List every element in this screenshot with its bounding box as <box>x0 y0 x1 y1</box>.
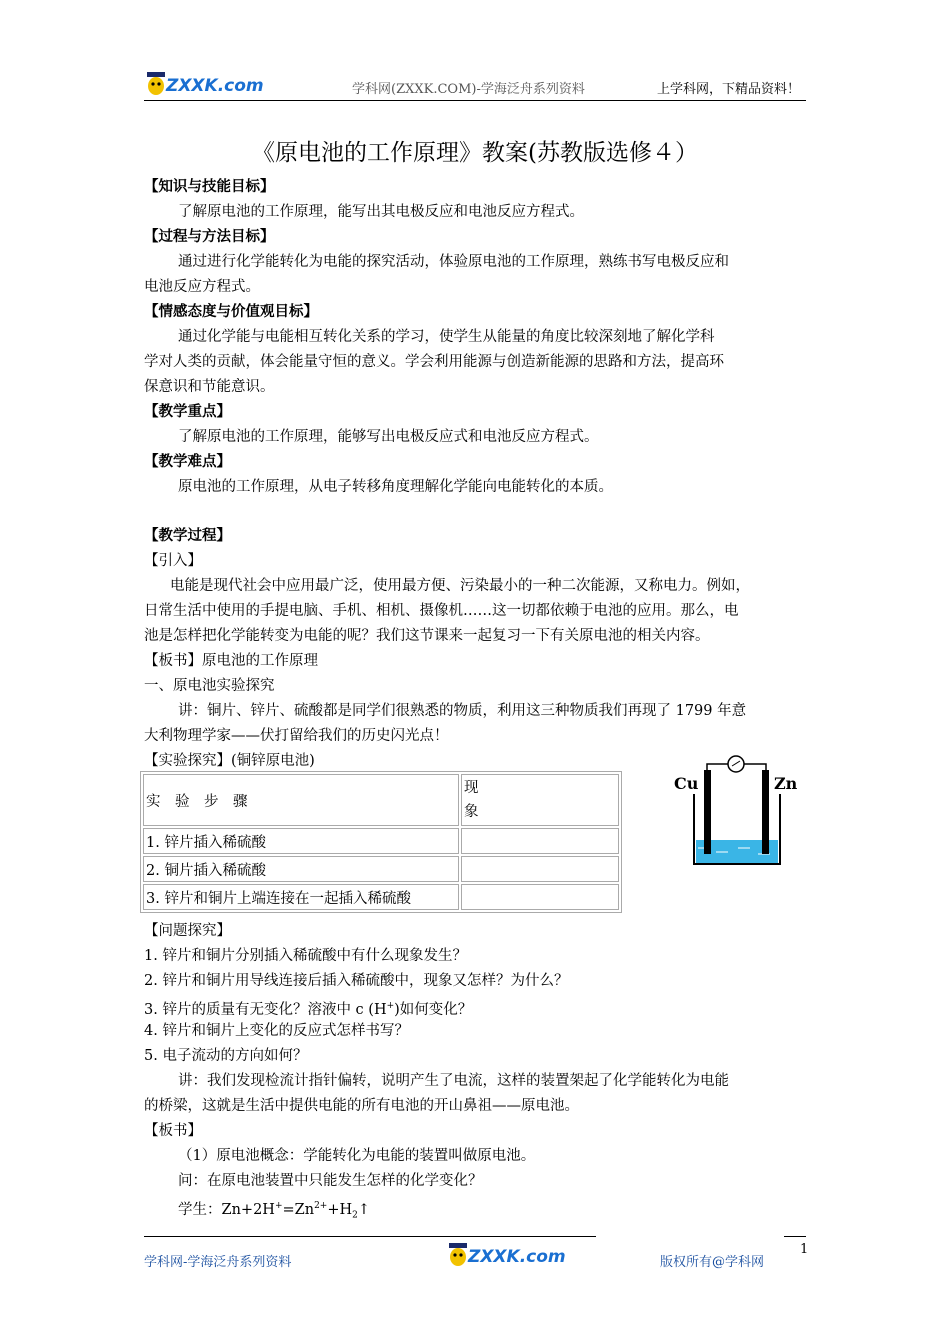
process-body-1: 通过进行化学能转化为电能的探究活动，体验原电池的工作原理，熟练书写电极反应和 <box>178 254 729 270</box>
talk-1-line-1: 讲：铜片、锌片、硫酸都是同学们很熟悉的物质，利用这三种物质我们再现了 1799 年意 <box>178 703 747 719</box>
equation-sup: 2+ <box>314 1201 328 1211</box>
knowledge-heading: 【知识与技能目标】 <box>144 178 275 195</box>
knowledge-body: 了解原电池的工作原理，能写出其电极反应和电池反应方程式。 <box>178 204 584 220</box>
table-cell-phenomenon <box>461 884 619 910</box>
student-equation <box>178 1196 370 1226</box>
question-3-pre: 3. 锌片的质量有无变化？溶液中 c (H <box>144 1001 387 1018</box>
question-3-sup: + <box>386 1001 395 1011</box>
intro-line-3: 池是怎样把化学能转变为电能的呢？我们这节课来一起复习一下有关原电池的相关内容。 <box>144 628 710 644</box>
difficulty-heading: 【教学难点】 <box>144 453 231 470</box>
table-cell-phenomenon <box>461 828 619 854</box>
table-cell-phenomenon <box>461 856 619 882</box>
question-3 <box>144 996 472 1020</box>
table-row <box>143 828 619 854</box>
gas-arrow: ↑ <box>357 1201 371 1218</box>
process-heading: 【过程与方法目标】 <box>144 228 275 245</box>
equation-part: +H <box>327 1201 353 1218</box>
page-number: 1 <box>800 1242 809 1257</box>
question-4: 4. 锌片和铜片上变化的反应式怎样书写？ <box>144 1023 409 1039</box>
focus-body: 了解原电池的工作原理，能够写出电极反应式和电池反应方程式。 <box>178 429 599 445</box>
focus-heading: 【教学重点】 <box>144 403 231 420</box>
footer-rule-right <box>784 1236 806 1237</box>
galvanic-cell-diagram <box>670 752 810 872</box>
equation-part: 学生：Zn+2H <box>178 1201 275 1218</box>
intro-line-2: 日常生活中使用的手提电脑、手机、相机、摄像机……这一切都依赖于电池的应用。那么，电 <box>144 603 739 619</box>
footer-left: 学科网-学海泛舟系列资料 <box>144 1255 292 1270</box>
table-header-phenomenon-text: 现象 <box>464 780 479 820</box>
table-row <box>143 856 619 882</box>
talk-2-line-2: 的桥梁，这就是生活中提供电能的所有电池的开山鼻祖——原电池。 <box>144 1098 579 1114</box>
footer-logo-text: ZXXK.com <box>468 1247 566 1267</box>
question-heading: 【问题探究】 <box>144 923 231 939</box>
question-1: 1. 锌片和铜片分别插入稀硫酸中有什么现象发生？ <box>144 948 467 964</box>
emotion-body-1: 通过化学能与电能相互转化关系的学习，使学生从能量的角度比较深刻地了解化学科 <box>178 329 715 345</box>
header-logo <box>142 66 264 100</box>
emotion-body-3: 保意识和节能意识。 <box>144 379 275 395</box>
table-cell-step: 2. 铜片插入稀硫酸 <box>143 856 459 882</box>
table-cell-step: 1. 锌片插入稀硫酸 <box>143 828 459 854</box>
footer-rule-left <box>144 1236 596 1237</box>
teaching-process-heading: 【教学过程】 <box>144 527 231 544</box>
intro-line-1: 电能是现代社会中应用最广泛，使用最方便、污染最小的一种二次能源，又称电力。例如， <box>170 578 750 594</box>
cu-label: Cu <box>674 774 699 793</box>
emotion-heading: 【情感态度与价值观目标】 <box>144 303 318 320</box>
question-2: 2. 锌片和铜片用导线连接后插入稀硫酸中，现象又怎样？为什么？ <box>144 973 569 989</box>
table-cell-step: 3. 锌片和铜片上端连接在一起插入稀硫酸 <box>143 884 459 910</box>
galvanic-cell-icon <box>670 752 810 872</box>
equation-part: =Zn <box>282 1201 315 1218</box>
process-body-2: 电池反应方程式。 <box>144 279 260 295</box>
footer-right: 版权所有@学科网 <box>660 1255 765 1270</box>
emotion-body-2: 学对人类的贡献，体会能量守恒的意义。学会利用能源与创造新能源的思路和方法，提高环 <box>144 354 724 370</box>
zn-label: Zn <box>774 774 798 793</box>
intro-heading: 【引入】 <box>144 553 202 569</box>
experiment-heading: 【实验探究】(铜锌原电池) <box>144 753 315 769</box>
page-title: 《原电池的工作原理》教案(苏教版选修４） <box>252 140 698 166</box>
experiment-table <box>140 771 622 913</box>
talk-1-line-2: 大利物理学家——伏打留给我们的历史闪光点！ <box>144 728 449 744</box>
table-header-step: 实 验 步 骤 <box>143 774 459 826</box>
footer-logo <box>444 1240 566 1270</box>
subheading-1: 一、原电池实验探究 <box>144 678 275 694</box>
header-center: 学科网(ZXXK.COM)-学海泛舟系列资料 <box>352 82 585 97</box>
equation-sub: 2 <box>352 1210 358 1221</box>
ask-line: 问：在原电池装置中只能发生怎样的化学变化？ <box>178 1173 483 1189</box>
question-5: 5. 电子流动的方向如何？ <box>144 1048 308 1064</box>
table-row <box>143 884 619 910</box>
table-header-row <box>143 774 619 826</box>
question-3-post: )如何变化？ <box>394 1001 473 1018</box>
header-logo-text: ZXXK.com <box>166 76 264 96</box>
header-rule <box>144 100 806 101</box>
talk-2-line-1: 讲：我们发现检流计指针偏转，说明产生了电流，这样的装置架起了化学能转化为电能 <box>178 1073 729 1089</box>
board-note-1: 【板书】原电池的工作原理 <box>144 653 318 669</box>
concept-line: （1）原电池概念：学能转化为电能的装置叫做原电池。 <box>178 1148 536 1164</box>
difficulty-body: 原电池的工作原理，从电子转移角度理解化学能向电能转化的本质。 <box>178 479 613 495</box>
table-header-phenomenon <box>461 774 619 826</box>
header-right: 上学科网，下精品资料！ <box>657 82 801 97</box>
equation-sup: + <box>274 1201 283 1211</box>
board-note-2: 【板书】 <box>144 1123 202 1139</box>
